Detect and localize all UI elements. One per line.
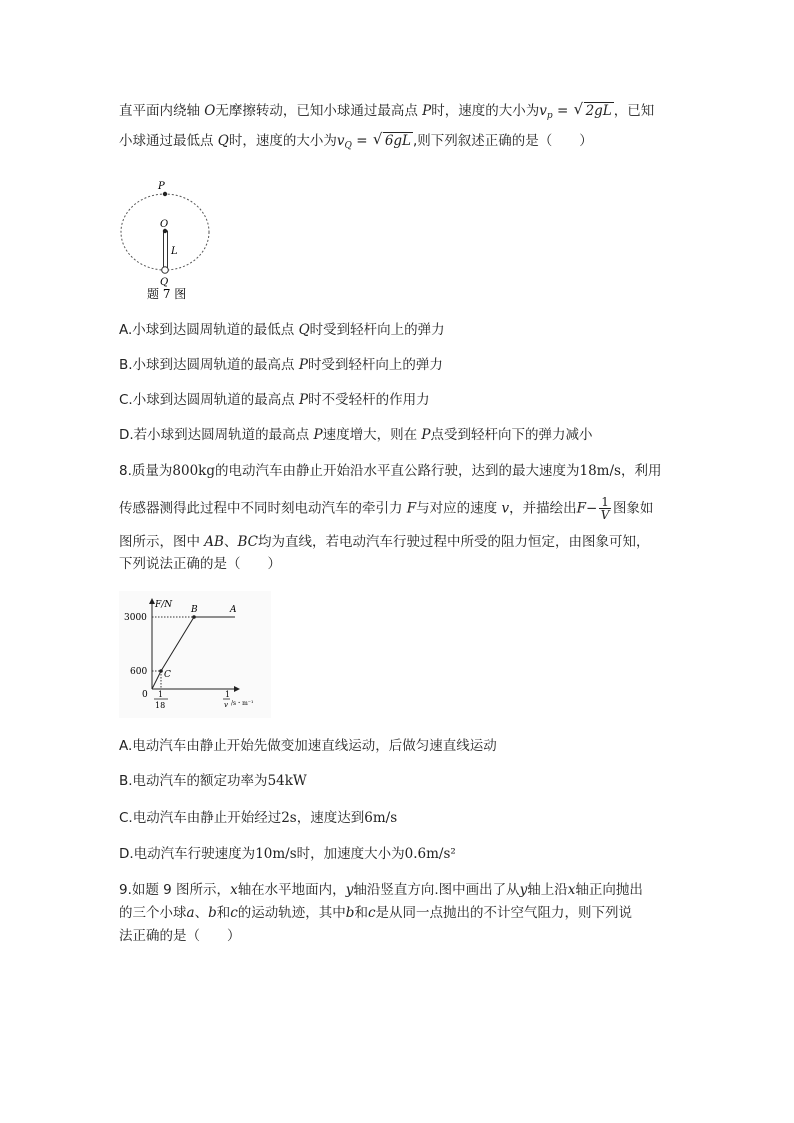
math-AB: AB: [204, 534, 224, 550]
q8-stem-line-1: [119, 461, 661, 481]
text: 图象如: [612, 500, 654, 517]
text: ，利用: [620, 463, 662, 479]
math-a: a: [186, 905, 195, 921]
text: 、: [223, 534, 238, 550]
text: 、: [194, 905, 209, 921]
value-speed: 18m/s: [579, 463, 621, 479]
point-B: [192, 615, 196, 619]
text: C.电动汽车由静止开始经过: [119, 810, 282, 826]
text: 的电动汽车由静止开始沿水平直公路行驶，达到的最大速度为: [214, 463, 580, 479]
text: 与对应的速度: [416, 500, 502, 517]
math-dash: −: [585, 500, 598, 517]
value-mass: 800kg: [172, 463, 215, 479]
q8-option-d: [119, 844, 456, 864]
point-C: [159, 669, 163, 673]
text: ,则下列叙述正确的是（ ）: [413, 133, 593, 149]
math-x: x: [230, 882, 238, 898]
q8-stem-line-2: [119, 496, 653, 521]
radicand: 6gL: [384, 133, 412, 149]
math-sub: p: [546, 111, 553, 121]
figure-caption: 题 7 图: [147, 287, 187, 301]
q8-stem-line-3: [119, 532, 649, 552]
q8-option-a: [119, 736, 497, 756]
y-tick-3000: 3000: [124, 613, 147, 623]
label-L: L: [171, 246, 178, 257]
math-v: v: [501, 500, 510, 517]
q8-option-b: [119, 771, 307, 791]
x-label-num: 1: [225, 690, 231, 699]
math-x: x: [567, 882, 576, 898]
text: 时受到轻杆向上的弹力: [309, 322, 445, 338]
math-b: b: [208, 905, 217, 921]
math-sub: Q: [344, 141, 352, 151]
q7-stem-line-2: [119, 131, 593, 156]
value: 54kW: [267, 773, 307, 789]
origin-label: 0: [142, 690, 148, 700]
q7-figure: [118, 178, 218, 304]
text: 时不受轻杆的作用力: [308, 392, 430, 408]
ball-Q: [162, 267, 169, 274]
text: 下列说法正确的是（ ）: [119, 556, 281, 572]
label-C: C: [164, 670, 171, 680]
math-Q: Q: [217, 133, 229, 149]
q8-stem-line-4: [119, 554, 281, 574]
text: 点受到轻杆向下的弹力减小: [430, 427, 593, 443]
q8-option-c: [119, 808, 397, 828]
math-O: O: [204, 103, 216, 119]
math-eq: =: [556, 103, 569, 119]
fraction-1-over-V: [599, 496, 611, 521]
light-rod: [164, 231, 168, 268]
text: 无摩擦转动，已知小球通过最高点: [215, 103, 423, 119]
text: 是从同一点抛出的不计空气阻力，则下列说: [375, 905, 632, 921]
text: A.小球到达圆周轨道的最低点: [119, 322, 299, 338]
q8-graph: [119, 591, 271, 718]
text: A.电动汽车由静止开始先做变加速直线运动，后做匀速直线运动: [119, 738, 497, 754]
text: 传感器测得此过程中不同时刻电动汽车的牵引力: [119, 500, 407, 517]
text: 速度增大，则在: [322, 427, 422, 443]
math: Q: [298, 322, 310, 338]
q9-stem-line-3: [119, 926, 241, 946]
value: 0.6m/s²: [404, 846, 456, 862]
math-BC: BC: [237, 534, 258, 550]
math-b: b: [345, 905, 355, 921]
math: P: [421, 427, 431, 443]
text: 时，速度的大小为: [431, 103, 540, 119]
numerator: 1: [601, 495, 609, 509]
math: P: [299, 392, 309, 408]
text: 轴在水平地面内，: [237, 882, 346, 898]
q7-option-d: [119, 425, 592, 445]
text: 和: [216, 905, 231, 921]
text: ，已知: [613, 103, 655, 119]
y-axis-label: F/N: [155, 600, 173, 610]
text: ，速度达到: [296, 810, 365, 826]
y-tick-600: 600: [130, 667, 148, 677]
math-c: c: [230, 905, 238, 921]
denominator: V: [600, 508, 610, 522]
math-P: P: [422, 103, 432, 119]
text: D.若小球到达圆周轨道的最高点: [119, 427, 314, 443]
text: 均为直线，若电动汽车行驶过程中所受的阻力恒定，由图象可知，: [257, 534, 650, 550]
sqrt-2gL: [575, 101, 614, 121]
text: B.小球到达圆周轨道的最高点: [119, 357, 299, 373]
x-label-unit: /s・m⁻¹: [231, 700, 254, 707]
text: B.电动汽车的额定功率为: [119, 773, 268, 789]
label-B: B: [191, 605, 198, 615]
text: 小球通过最低点: [119, 133, 218, 149]
text: 图所示，图中: [119, 534, 205, 550]
line-BC: [161, 617, 194, 671]
text: 和: [354, 905, 368, 921]
math-v: v: [539, 103, 547, 119]
math-eq: =: [356, 133, 368, 149]
x-label-den: v: [224, 701, 228, 709]
label-O: O: [160, 219, 169, 230]
sqrt-6gL: [374, 131, 413, 151]
value: 6m/s: [364, 810, 398, 826]
q7-option-b: [119, 355, 443, 375]
text: 9.如题 9 图所示，: [119, 882, 231, 898]
text: 的三个小球: [119, 905, 187, 921]
radicand: 2gL: [585, 103, 612, 119]
q9-stem-line-1: [119, 880, 643, 900]
label-A: A: [230, 605, 237, 615]
math-F: F: [406, 500, 417, 517]
x-tick-num: 1: [158, 690, 164, 699]
math: P: [313, 427, 323, 443]
q7-stem-line-1: [119, 101, 654, 126]
text: 时，速度的大小为: [228, 133, 337, 149]
text: 8.质量为: [119, 463, 173, 479]
text: 时受到轻杆向上的弹力: [307, 357, 443, 373]
q7-option-a: [119, 320, 445, 340]
text: 法正确的是（ ）: [119, 928, 241, 944]
text: D.电动汽车行驶速度为: [119, 846, 256, 862]
label-Q: Q: [160, 277, 169, 288]
text: C.小球到达圆周轨道的最高点: [119, 392, 300, 408]
ball-P: [163, 192, 167, 196]
x-tick-den: 18: [155, 701, 166, 710]
text: 直平面内绕轴: [119, 103, 205, 119]
math-F: F: [576, 500, 586, 517]
math-c: c: [367, 905, 376, 921]
label-P: P: [158, 181, 165, 192]
value: 10m/s: [255, 846, 297, 862]
text: ，并描绘出: [509, 500, 577, 517]
math-v: v: [336, 133, 345, 149]
q9-stem-line-2: [119, 903, 632, 923]
text: 轴上沿: [527, 882, 568, 898]
line-origin-C: [152, 671, 161, 689]
value: 2s: [281, 810, 297, 826]
text: 轴沿竖直方向.图中画出了从: [353, 882, 520, 898]
math: P: [298, 357, 308, 373]
q7-option-c: [119, 390, 430, 410]
text: 的运动轨迹，其中: [237, 905, 346, 921]
text: 轴正向抛出: [575, 882, 643, 898]
text: 时，加速度大小为: [296, 846, 405, 862]
math-y: y: [345, 882, 354, 898]
math-y: y: [519, 882, 528, 898]
